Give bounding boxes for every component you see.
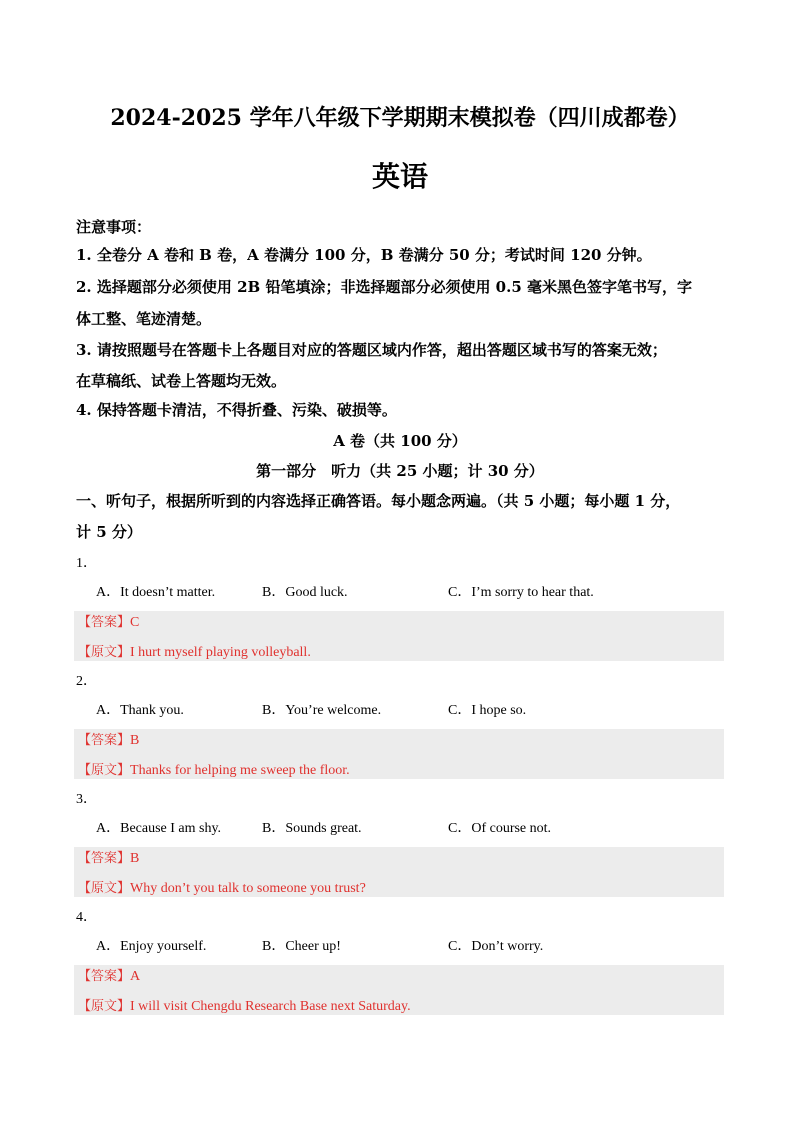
answer-tag: 【答案】 <box>78 851 131 866</box>
question-number: 3． <box>76 792 97 807</box>
option-c: C．I hope so. <box>448 703 527 718</box>
answer-value: B <box>130 851 140 866</box>
option-c: C．Of course not. <box>448 821 552 836</box>
note-line: 4. 保持答题卡清洁，不得折叠、污染、破损等。 <box>76 401 397 419</box>
instruction-line: 一、听句子，根据所听到的内容选择正确答语。每小题念两遍。（共 5 小题；每小题 1 分， <box>76 492 681 510</box>
option-b: B．Good luck. <box>262 585 348 600</box>
answer-tag: 【答案】 <box>78 615 131 630</box>
option-c: C．Don’t worry. <box>448 939 544 954</box>
instruction-line: 计 5 分） <box>76 523 142 541</box>
source-tag: 【原文】 <box>78 645 131 660</box>
source-tag: 【原文】 <box>78 881 131 896</box>
source-line <box>78 879 366 899</box>
option-a: A．Thank you. <box>96 703 184 718</box>
source-text: I hurt myself playing volleyball. <box>130 645 311 660</box>
answer-value: B <box>130 733 140 748</box>
note-line: 体工整、笔迹清楚。 <box>76 310 212 328</box>
option-a: A．It doesn’t matter. <box>96 585 216 600</box>
answer-value: A <box>130 969 141 984</box>
volume-heading: A 卷（共 100 分） <box>333 432 467 450</box>
note-line: 3. 请按照题号在答题卡上各题目对应的答题区域内作答，超出答题区域书写的答案无效； <box>76 341 667 359</box>
question-number: 2． <box>76 674 97 689</box>
option-c: C．I’m sorry to hear that. <box>448 585 594 600</box>
source-text: Why don’t you talk to someone you trust? <box>130 881 366 896</box>
answer-line <box>78 967 140 987</box>
source-text: Thanks for helping me sweep the floor. <box>130 763 350 778</box>
source-tag: 【原文】 <box>78 763 131 778</box>
exam-title: 2024-2025 学年八年级下学期期末模拟卷（四川成都卷） <box>110 105 690 131</box>
option-b: B．Cheer up! <box>262 939 341 954</box>
answer-tag: 【答案】 <box>78 733 131 748</box>
subject-title: 英语 <box>371 160 428 193</box>
answer-line <box>78 731 139 751</box>
note-line: 1. 全卷分 A 卷和 B 卷，A 卷满分 100 分，B 卷满分 50 分；考试时间 120 分钟。 <box>76 246 652 264</box>
answer-line <box>78 849 139 869</box>
option-a: A．Enjoy yourself. <box>96 939 207 954</box>
note-line: 2. 选择题部分必须使用 2B 铅笔填涂；非选择题部分必须使用 0.5 毫米黑色签字笔书写，字 <box>76 278 692 296</box>
answer-value: C <box>130 615 140 630</box>
option-b: B．Sounds great. <box>262 821 362 836</box>
notes-heading: 注意事项： <box>76 218 152 236</box>
note-line: 在草稿纸、试卷上答题均无效。 <box>76 372 287 390</box>
option-b: B．You’re welcome. <box>262 703 382 718</box>
source-tag: 【原文】 <box>78 999 131 1014</box>
question-number: 1． <box>76 556 97 571</box>
answer-line <box>78 613 139 633</box>
source-line <box>78 643 311 663</box>
source-text: I will visit Chengdu Research Base next Saturday. <box>130 999 411 1014</box>
part-heading: 第一部分 听力（共 25 小题；计 30 分） <box>256 462 544 480</box>
question-number: 4． <box>76 910 97 925</box>
source-line <box>78 997 411 1017</box>
answer-tag: 【答案】 <box>78 969 131 984</box>
option-a: A．Because I am shy. <box>96 821 222 836</box>
source-line <box>78 761 350 781</box>
